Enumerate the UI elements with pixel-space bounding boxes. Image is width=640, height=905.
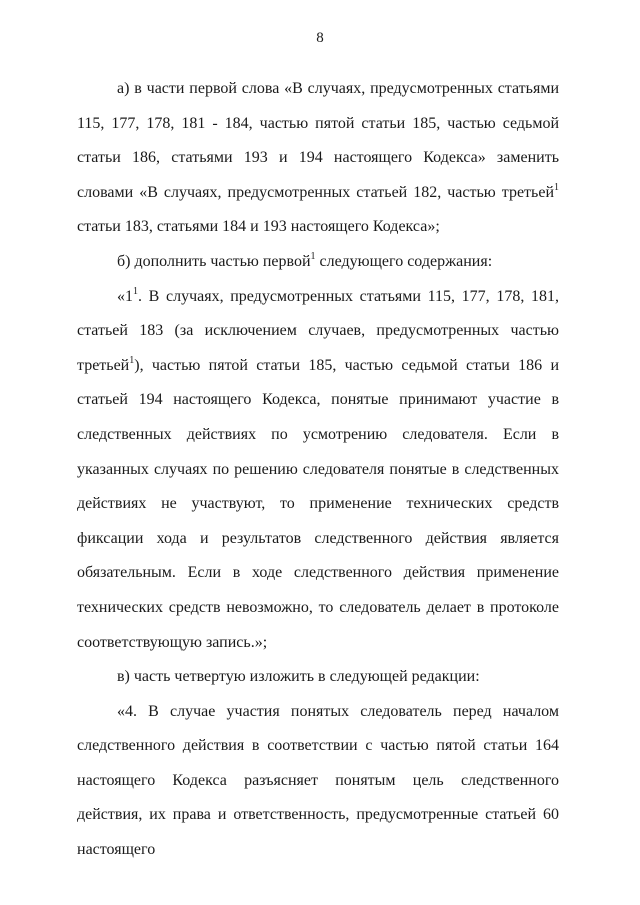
paragraph-b-quote-text-2: . В случаях, предусмотренных статьями 115, 177, 178, 181, статьей 183 (за исключением случаев, предусмотренных частью третьей <box>77 287 559 374</box>
paragraph-v: в) часть четвертую изложить в следующей редакции: <box>117 668 480 686</box>
superscript: 1 <box>133 285 138 297</box>
paragraph-a <box>77 72 559 245</box>
paragraph-b-quote-text-3: ), частью пятой статьи 185, частью седьмой статьи 186 и статьей 194 настоящего Кодекса, понятые принимают участие в следственных действиях по усмотрению следователя. Если в указанных случаях по решению следователя понятые в следственных действиях не участвуют, то применение технических средств фиксации хода и результатов следственного действия является обязательным. Если в ходе следственного действия применение технических средств невозможно, то следователь делает в протоколе соответствующую запись.»; <box>77 356 559 651</box>
paragraph-a-text-1: а) в части первой слова «В случаях, предусмотренных статьями 115, 177, 178, 181 - 184, частью пятой статьи 185, частью седьмой статьи 186, статьями 193 и 194 настоящего Кодекса» заменить словами «В случаях, предусмотренных статьей 182, частью третьей <box>77 80 559 201</box>
paragraph-b-text-2: следующего содержания: <box>315 252 493 270</box>
paragraph-b-text-1: б) дополнить частью первой <box>117 252 311 270</box>
superscript: 1 <box>554 181 559 193</box>
document-body <box>77 72 559 868</box>
paragraph-b <box>77 245 559 280</box>
superscript: 1 <box>310 250 316 262</box>
paragraph-v-quote: «4. В случае участия понятых следователь перед началом следственного действия в соответствии с частью пятой статьи 164 настоящего Кодекса разъясняет понятым цель следственного действия, их права и ответственность, предусмотренные статьей 60 настоящего <box>77 702 559 859</box>
paragraph-b-quote <box>77 280 559 661</box>
paragraph-a-text-2: статьи 183, статьями 184 и 193 настоящего Кодекса»; <box>77 218 440 236</box>
page-number: 8 <box>316 30 324 46</box>
superscript: 1 <box>129 354 135 366</box>
paragraph-b-quote-text-1: «1 <box>117 287 133 305</box>
